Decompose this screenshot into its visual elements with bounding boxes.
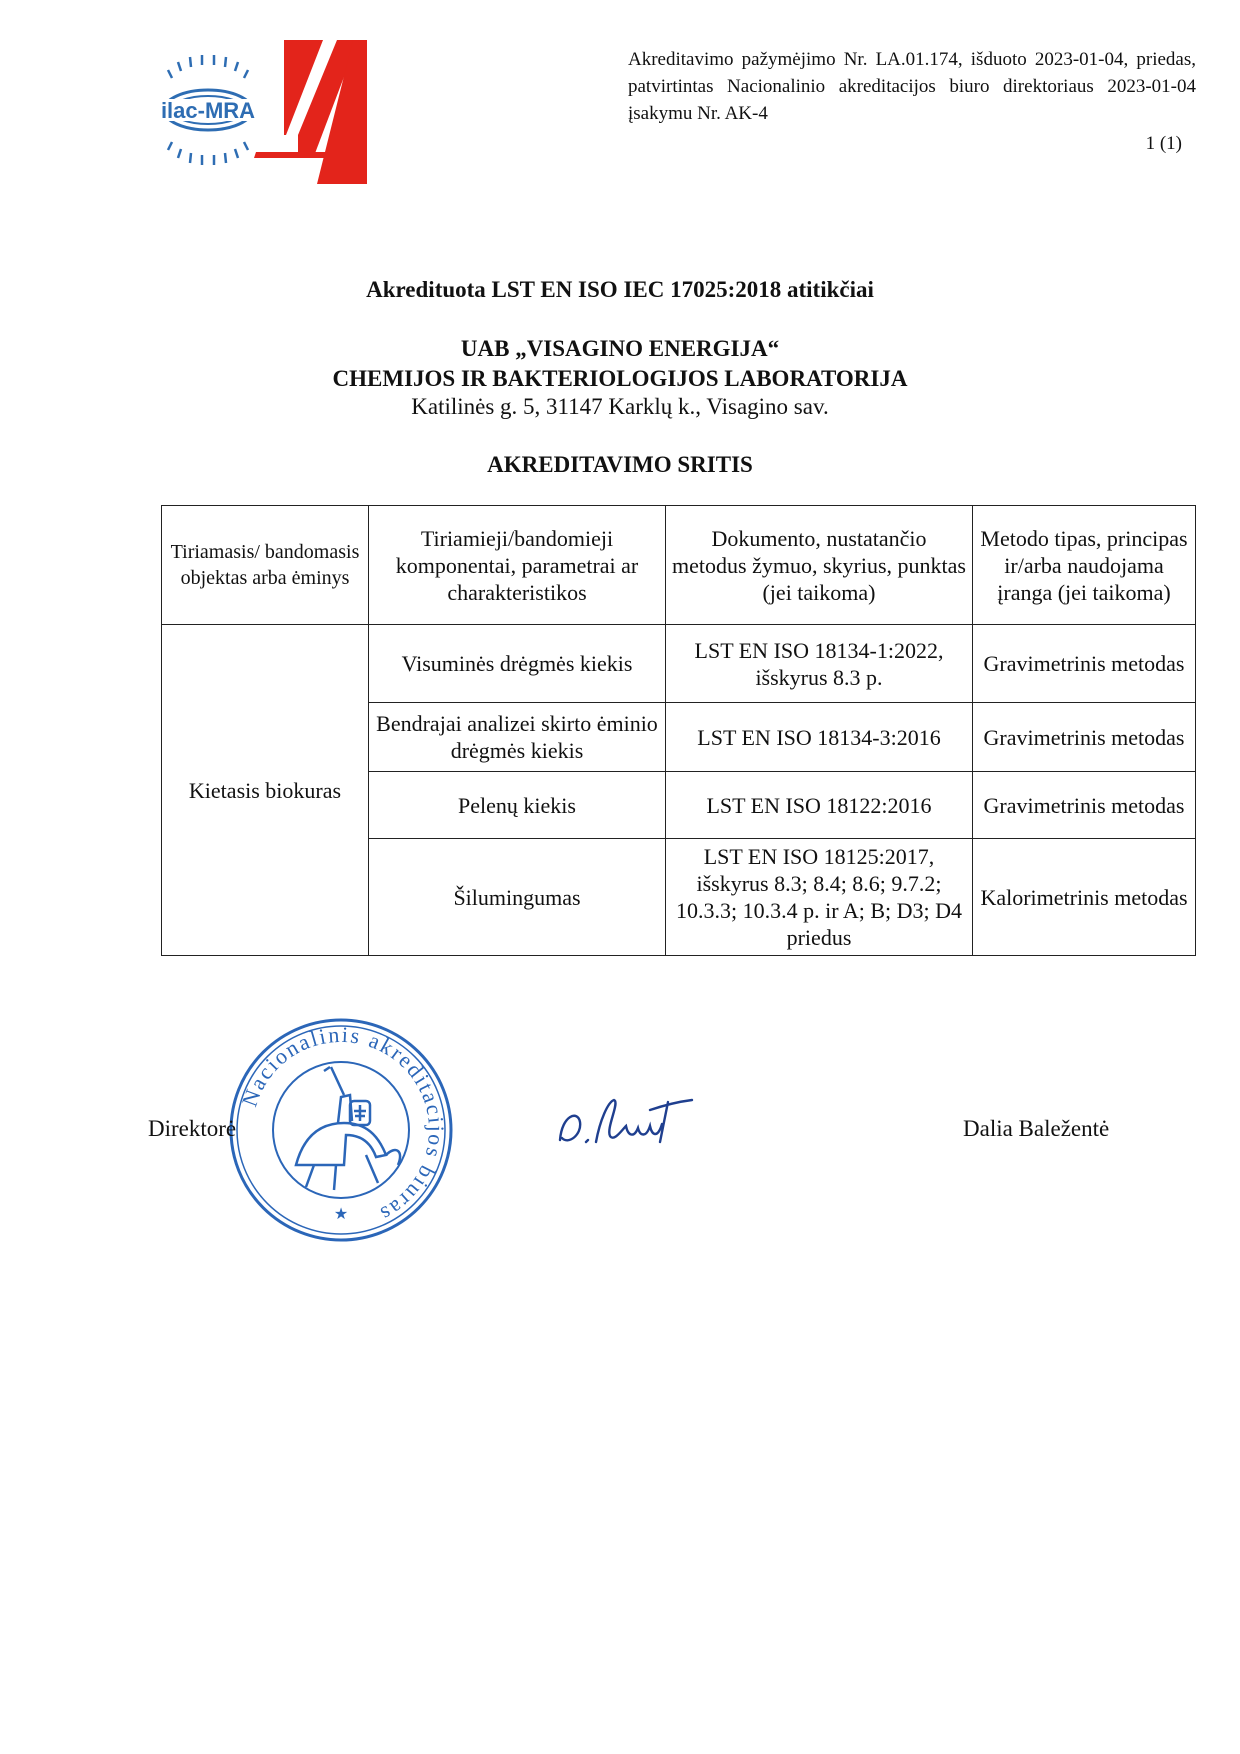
page-number: 1 (1) bbox=[1145, 133, 1182, 154]
accreditation-scope-table bbox=[161, 505, 1196, 956]
accreditation-standard-title: Akredituota LST EN ISO IEC 17025:2018 atitikčiai bbox=[366, 277, 874, 302]
test-object: Kietasis biokuras bbox=[162, 625, 369, 956]
official-stamp bbox=[226, 1015, 456, 1245]
stamp-ring-text: Nacionalinis akreditacijos biuras bbox=[236, 1021, 450, 1228]
document-cell: LST EN ISO 18122:2016 bbox=[666, 772, 973, 839]
parameter-cell: Pelenų kiekis bbox=[369, 772, 666, 839]
scope-title: AKREDITAVIMO SRITIS bbox=[487, 452, 753, 477]
laboratory-name: CHEMIJOS IR BAKTERIOLOGIJOS LABORATORIJA bbox=[332, 366, 908, 391]
vytis-knight-icon bbox=[296, 1067, 400, 1190]
document-cell: LST EN ISO 18125:2017, išskyrus 8.3; 8.4; 8.6; 9.7.2; 10.3.3; 10.3.4 p. ir A; B; D3; D4 priedus bbox=[666, 839, 973, 956]
ilac-mra-logo bbox=[148, 40, 410, 184]
parameter-cell: Visuminės drėgmės kiekis bbox=[369, 625, 666, 703]
method-cell: Kalorimetrinis metodas bbox=[973, 839, 1196, 956]
ilac-mra-text: ilac-MRA bbox=[160, 98, 256, 123]
parameter-cell: Bendrajai analizei skirto ėminio drėgmės kiekis bbox=[369, 703, 666, 772]
method-cell: Gravimetrinis metodas bbox=[973, 625, 1196, 703]
table-row bbox=[162, 625, 1196, 703]
laboratory-address: Katilinės g. 5, 31147 Karklų k., Visagino sav. bbox=[411, 394, 829, 419]
certificate-reference: Akreditavimo pažymėjimo Nr. LA.01.174, išduoto 2023-01-04, priedas, patvirtintas Nacionalinio akreditacijos biuro direktoriaus 2023-01-04 įsakymu Nr. AK-4 bbox=[628, 49, 1196, 124]
handwritten-signature bbox=[550, 1080, 700, 1160]
ilac-mra-emblem bbox=[154, 55, 262, 165]
header-object: Tiriamasis/ bandomasis objektas arba ėminys bbox=[162, 506, 369, 625]
document-cell: LST EN ISO 18134-1:2022, išskyrus 8.3 p. bbox=[666, 625, 973, 703]
signatory-title: Direktorė bbox=[148, 1116, 237, 1141]
table-header-row bbox=[162, 506, 1196, 625]
nab-lt-mark bbox=[254, 40, 367, 184]
signatory-name: Dalia Baležentė bbox=[963, 1116, 1110, 1141]
method-cell: Gravimetrinis metodas bbox=[973, 703, 1196, 772]
header-parameters: Tiriamieji/bandomieji komponentai, parametrai ar charakteristikos bbox=[369, 506, 666, 625]
star-icon: ★ bbox=[333, 1206, 349, 1223]
header-document: Dokumento, nustatančio metodus žymuo, skyrius, punktas (jei taikoma) bbox=[666, 506, 973, 625]
method-cell: Gravimetrinis metodas bbox=[973, 772, 1196, 839]
parameter-cell: Šilumingumas bbox=[369, 839, 666, 956]
document-cell: LST EN ISO 18134-3:2016 bbox=[666, 703, 973, 772]
header-method: Metodo tipas, principas ir/arba naudojama įranga (jei taikoma) bbox=[973, 506, 1196, 625]
organization-name: UAB „VISAGINO ENERGIJA“ bbox=[460, 336, 780, 361]
